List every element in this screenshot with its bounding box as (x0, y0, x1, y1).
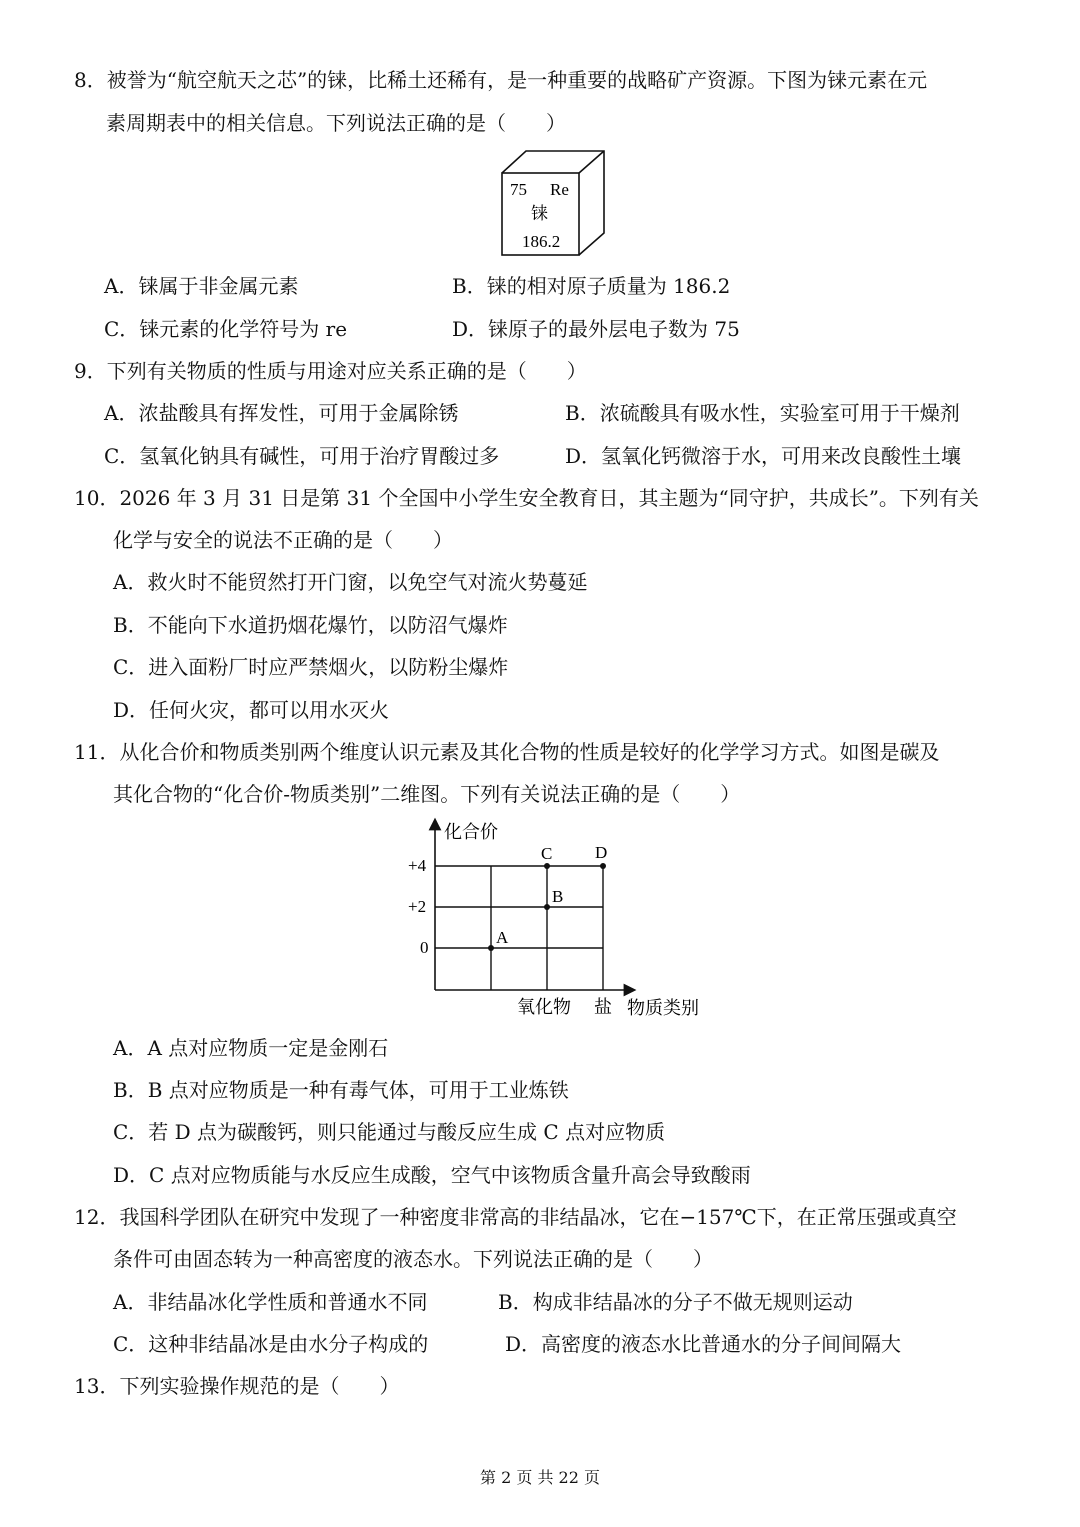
q12-stem-line2: 条件可由固态转为一种高密度的液态水。下列说法正确的是（ ） (113, 1247, 713, 1271)
q12-option-d[interactable]: D．高密度的液态水比普通水的分子间间隔大 (505, 1332, 902, 1356)
q12-option-b[interactable]: B．构成非结晶冰的分子不做无规则运动 (498, 1290, 853, 1314)
chart-grid (435, 866, 603, 990)
q10-stem-line1: 10．2026 年 3 月 31 日是第 31 个全国中小学生安全教育日，其主题为“同守护，共成长”。下列有关 (74, 486, 979, 510)
q10-option-d[interactable]: D．任何火灾，都可以用水灭火 (113, 698, 390, 722)
q11-option-b[interactable]: B．B 点对应物质是一种有毒气体，可用于工业炼铁 (113, 1078, 569, 1102)
point-a (488, 945, 494, 951)
x-category-oxide: 氧化物 (517, 997, 571, 1018)
q8-option-a[interactable]: A．铼属于非金属元素 (104, 274, 299, 298)
point-b-label: B (552, 887, 564, 906)
q10-stem-line2: 化学与安全的说法不正确的是（ ） (113, 528, 453, 552)
point-a-label: A (496, 928, 509, 947)
q11-stem-line2: 其化合物的“化合价-物质类别”二维图。下列有关说法正确的是（ ） (113, 782, 741, 806)
q8-stem-line1: 8．被誉为“航空航天之芯”的铼，比稀土还稀有，是一种重要的战略矿产资源。下图为铼元素在元 (74, 68, 928, 92)
q8-stem-line2: 素周期表中的相关信息。下列说法正确的是（ ） (106, 111, 566, 135)
q9-option-a[interactable]: A．浓盐酸具有挥发性，可用于金属除锈 (104, 401, 459, 425)
element-name: 铼 (531, 204, 548, 224)
element-number: 75 (510, 180, 527, 199)
q11-option-c[interactable]: C．若 D 点为碳酸钙，则只能通过与酸反应生成 C 点对应物质 (113, 1120, 666, 1144)
element-mass: 186.2 (522, 232, 561, 251)
point-c-label: C (541, 844, 553, 863)
y-axis-label: 化合价 (444, 822, 498, 843)
point-b (544, 904, 550, 910)
q10-option-b[interactable]: B．不能向下水道扔烟花爆竹，以防沼气爆炸 (113, 613, 508, 637)
x-axis-label: 物质类别 (627, 998, 699, 1019)
q8-option-d[interactable]: D．铼原子的最外层电子数为 75 (452, 317, 740, 341)
y-tick-plus4: +4 (408, 856, 427, 875)
y-tick-plus2: +2 (408, 897, 427, 916)
x-category-salt: 盐 (594, 997, 612, 1018)
element-symbol: Re (550, 180, 569, 199)
q10-option-a[interactable]: A．救火时不能贸然打开门窗，以免空气对流火势蔓延 (113, 570, 588, 594)
q9-option-c[interactable]: C．氢氧化钠具有碱性，可用于治疗胃酸过多 (104, 444, 500, 468)
point-c (544, 863, 550, 869)
rhenium-element-card (496, 148, 611, 262)
q11-option-a[interactable]: A．A 点对应物质一定是金刚石 (113, 1036, 389, 1060)
q12-option-c[interactable]: C．这种非结晶冰是由水分子构成的 (113, 1332, 429, 1356)
q12-option-a[interactable]: A．非结晶冰化学性质和普通水不同 (113, 1290, 428, 1314)
q8-option-c[interactable]: C．铼元素的化学符号为 re (104, 317, 348, 341)
q8-option-b[interactable]: B．铼的相对原子质量为 186.2 (452, 274, 731, 298)
q13-stem-line1: 13．下列实验操作规范的是（ ） (74, 1374, 400, 1398)
q10-option-c[interactable]: C．进入面粉厂时应严禁烟火，以防粉尘爆炸 (113, 655, 509, 679)
point-d-label: D (595, 843, 608, 862)
q12-stem-line1: 12．我国科学团队在研究中发现了一种密度非常高的非结晶冰，它在−157℃下，在正常压强或真空 (74, 1205, 957, 1229)
q9-option-d[interactable]: D．氢氧化钙微溶于水，可用来改良酸性土壤 (565, 444, 962, 468)
q9-option-b[interactable]: B．浓硫酸具有吸水性，实验室可用于干燥剂 (565, 401, 960, 425)
q11-stem-line1: 11．从化合价和物质类别两个维度认识元素及其化合物的性质是较好的化学学习方式。如图是碳及 (74, 740, 940, 764)
valence-category-chart (400, 816, 720, 1026)
point-d (600, 863, 606, 869)
q11-option-d[interactable]: D．C 点对应物质能与水反应生成酸，空气中该物质含量升高会导致酸雨 (113, 1163, 751, 1187)
y-tick-zero: 0 (420, 938, 429, 957)
page-footer: 第 2 页 共 22 页 (480, 1468, 600, 1487)
q9-stem-line1: 9．下列有关物质的性质与用途对应关系正确的是（ ） (74, 359, 587, 383)
